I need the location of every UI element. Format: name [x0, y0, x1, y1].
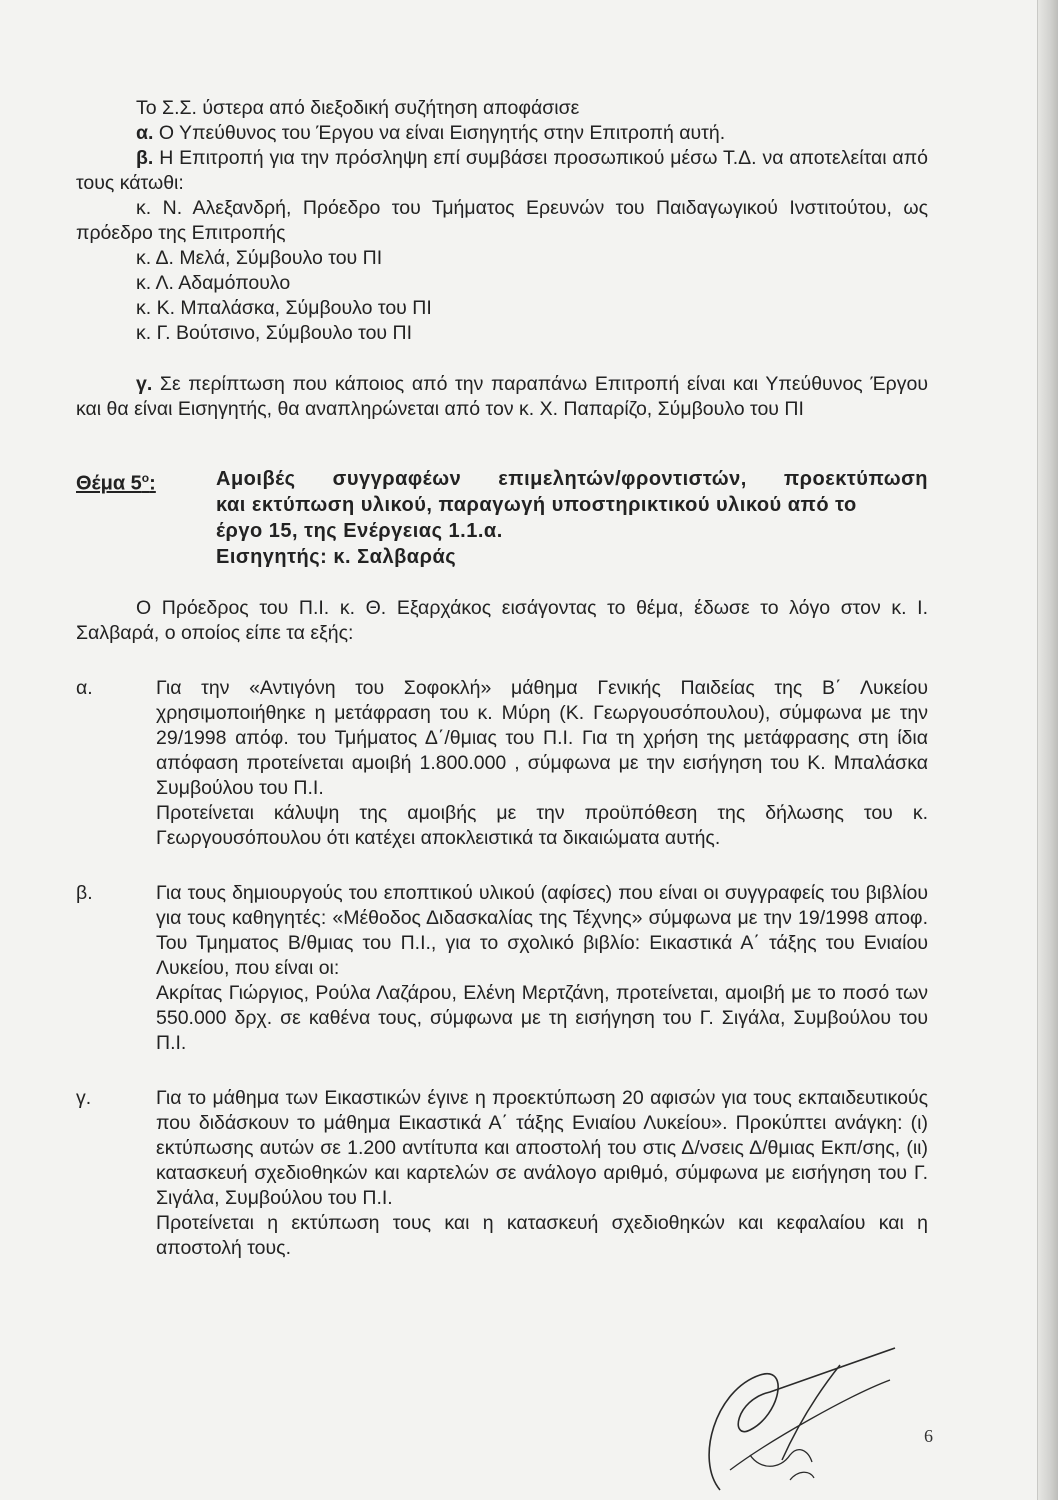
list-item-marker: β. [76, 882, 93, 904]
document-body [76, 96, 928, 1261]
decision-a-marker: α. [136, 122, 154, 144]
committee-member: κ. Γ. Βούτσινο, Σύμβουλο του ΠΙ [136, 322, 413, 344]
page-edge [1038, 0, 1058, 1500]
decision-a: α. Ο Υπεύθυνος του Έργου να είναι Εισηγητής στην Επιτροπή αυτή. [136, 122, 726, 144]
opening-paragraph: Ο Πρόεδρος του Π.Ι. κ. Θ. Εξαρχάκος εισάγοντας το θέμα, έδωσε το λόγο στον κ. Ι. Σαλβαρά, ο οποίος είπε τα εξής: [76, 597, 928, 644]
list-item-text: Προτείνεται κάλυψη της αμοιβής με την προϋπόθεση της δήλωσης του κ. Γεωργουσόπουλου ότι κατέχει αποκλειστικά τα δικαιώματα αυτής. [156, 802, 928, 849]
list-item-text: Για τους δημιουργούς του εποπτικού υλικού (αφίσες) που είναι οι συγγραφείς του βιβλίου για τους καθηγητές: «Μέθοδος Διδασκαλίας της Τέχνης» σύμφωνα με την 19/1998 αποφ. Του Τμηματος Β/θμιας του Π.Ι., για το σχολικό βιβλίο: Εικαστικά Α΄ τάξης του Ενιαίου Λυκείου, που είναι οι: [156, 882, 928, 979]
list-item [76, 1086, 928, 1261]
topic-label: Θέμα $5^o$: [76, 471, 156, 495]
decision-b: β. Η Επιτροπή για την πρόσληψη επί συμβάσει προσωπικού μέσω Τ.Δ. να αποτελείται από τους κάτωθι: [76, 147, 928, 194]
signature-icon [690, 1320, 900, 1495]
list-item-text: Για το μάθημα των Εικαστικών έγινε η προεκτύπωση 20 αφισών για τους εκπαιδευτικούς που διδάσκουν το μάθημα Εικαστικά Α΄ τάξης Ενιαίου Λυκείου». Προκύπτει ανάγκη: (ι) εκτύπωσης αυτών σε 1.200 αντίτυπα και αποστολή του στις Δ/νσεις Δ/θμιας Εκπ/σης, (ιι) κατασκευή σχεδιοθηκών και καρτελών σε ανάλογο αριθμό, σύμφωνα με εισήγηση του Γ. Σιγάλα, Συμβούλου του Π.Ι. [156, 1087, 928, 1209]
intro-line: Το Σ.Σ. ύστερα από διεξοδική συζήτηση αποφάσισε [136, 97, 580, 119]
list-item-text: Προτείνεται η εκτύπωση τους και η κατασκευή σχεδιοθηκών και κεφαλαίου και η αποστολή τους. [156, 1212, 928, 1259]
topic-heading [76, 466, 928, 570]
committee-member: κ. Κ. Μπαλάσκα, Σύμβουλο του ΠΙ [136, 297, 432, 319]
decision-g-marker: γ. [136, 373, 153, 395]
topic-title: Αμοιβές συγγραφέων επιμελητών/φροντιστών, προεκτύπωση και εκτύπωση υλικού, παραγωγή υποστηρικτικού υλικού από το έργο 15, της Ενέργειας 1.1.α. Εισηγητής: κ. Σαλβαράς [216, 468, 928, 568]
rapporteur: Εισηγητής: κ. Σαλβαράς [216, 546, 457, 568]
list-item-text: Ακρίτας Γιώργιος, Ρούλα Λαζάρου, Ελένη Μερτζάνη, προτείνεται, αμοιβή με το ποσό των 550.000 δρχ. σε καθένα τους, σύμφωνα με τη εισήγηση του Γ. Σιγάλα, Συμβούλου του Π.Ι. [156, 982, 928, 1054]
page-number: 6 [924, 1426, 933, 1446]
list-item-text: Για την «Αντιγόνη του Σοφοκλή» μάθημα Γενικής Παιδείας της Β΄ Λυκείου χρησιμοποιήθηκε η μετάφραση του κ. Μύρη (Κ. Γεωργουσόπουλου), σύμφωνα με την 29/1998 απόφ. του Τμήματος Δ΄/θμιας του Π.Ι. Για τη χρήση της μετάφρασης στη ίδια απόφαση προτείνεται αμοιβή 1.800.000 , σύμφωνα με την εισήγηση του Κ. Μπαλάσκα Συμβούλου του Π.Ι. [156, 677, 928, 799]
list-item [76, 881, 928, 1056]
decision-g: γ. Σε περίπτωση που κάποιος από την παραπάνω Επιτροπή είναι και Υπεύθυνος Έργου και θα είναι Εισηγητής, θα αναπληρώνεται από τον κ. Χ. Παπαρίζο, Σύμβουλο του ΠΙ [76, 373, 928, 420]
committee-member: κ. Δ. Μελά, Σύμβουλο του ΠΙ [136, 247, 383, 269]
list-item-marker: γ. [76, 1087, 92, 1109]
committee-member: κ. Λ. Αδαμόπουλο [136, 272, 291, 294]
decision-b-marker: β. [136, 147, 154, 169]
list-item [76, 676, 928, 851]
committee-member: κ. Ν. Αλεξανδρή, Πρόεδρο του Τμήματος Ερευνών του Παιδαγωγικού Ινστιτούτου, ως πρόεδρο της Επιτροπής [76, 197, 928, 244]
list-item-marker: α. [76, 677, 93, 699]
